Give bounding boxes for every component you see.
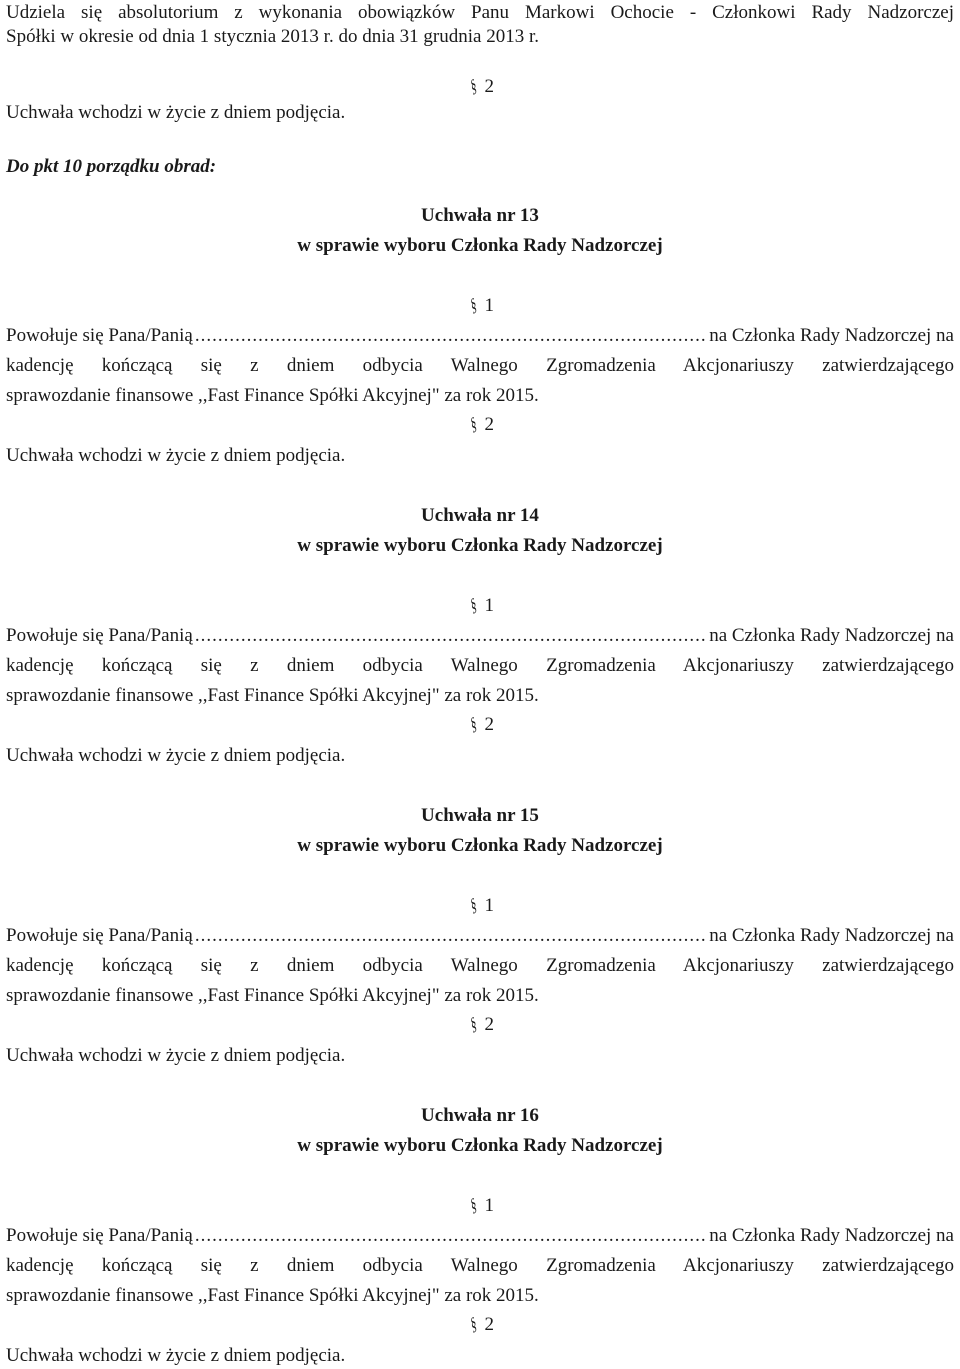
section-sign: § (469, 894, 478, 917)
term-line: kadencję kończącą się z dniem odbycia Walnego Zgromadzenia Akcjonariuszy zatwierdzającego (6, 955, 954, 976)
paragraph-1-sign (469, 1195, 494, 1217)
appointment-end: na Członka Rady Nadzorczej na (709, 625, 954, 646)
effective-clause: Uchwała wchodzi w życie z dniem podjęcia. (6, 1045, 346, 1066)
term-line: kadencję kończącą się z dniem odbycia Walnego Zgromadzenia Akcjonariuszy zatwierdzającego (6, 655, 954, 676)
section-sign: § (469, 1313, 478, 1336)
paragraph-2-sign (469, 414, 494, 436)
header-line-2: Spółki w okresie od dnia 1 stycznia 2013 r. do dnia 31 grudnia 2013 r. (6, 26, 539, 47)
paragraph-number: 2 (484, 414, 494, 435)
paragraph-1-sign (469, 295, 494, 317)
resolution-subtitle: w sprawie wyboru Członka Rady Nadzorczej (297, 835, 663, 856)
appointment-end: na Członka Rady Nadzorczej na (709, 1225, 954, 1246)
paragraph-number: 1 (484, 1195, 494, 1216)
term-line: kadencję kończącą się z dniem odbycia Walnego Zgromadzenia Akcjonariuszy zatwierdzającego (6, 355, 954, 376)
paragraph-number: 2 (484, 76, 494, 97)
appointment-line (6, 625, 954, 647)
appointment-end: na Członka Rady Nadzorczej na (709, 925, 954, 946)
term-line: kadencję kończącą się z dniem odbycia Walnego Zgromadzenia Akcjonariuszy zatwierdzającego (6, 1255, 954, 1276)
appointment-start: Powołuje się Pana/Panią (6, 925, 193, 946)
report-line: sprawozdanie finansowe ,,Fast Finance Spółki Akcyjnej" za rok 2015. (6, 385, 539, 406)
appointment-start: Powołuje się Pana/Panią (6, 325, 193, 346)
paragraph-1-sign (469, 595, 494, 617)
resolution-subtitle: w sprawie wyboru Członka Rady Nadzorczej (297, 1135, 663, 1156)
section-sign: § (469, 294, 478, 317)
resolution-subtitle: w sprawie wyboru Członka Rady Nadzorczej (297, 235, 663, 256)
header-line-1: Udziela się absolutorium z wykonania obowiązków Panu Markowi Ochocie - Członkowi Rady Nadzorczej (6, 2, 954, 23)
paragraph-2-sign (469, 714, 494, 736)
section-sign: § (469, 413, 478, 436)
resolution-title: Uchwała nr 16 (421, 1105, 539, 1126)
name-blank (195, 925, 707, 947)
name-blank (195, 1225, 707, 1247)
paragraph-2-sign (469, 1314, 494, 1336)
appointment-line (6, 1225, 954, 1247)
appointment-line (6, 925, 954, 947)
section-sign: § (469, 713, 478, 736)
appointment-end: na Członka Rady Nadzorczej na (709, 325, 954, 346)
name-blank (195, 625, 707, 647)
report-line: sprawozdanie finansowe ,,Fast Finance Spółki Akcyjnej" za rok 2015. (6, 685, 539, 706)
paragraph-number: 2 (484, 1314, 494, 1335)
section-sign: § (469, 75, 478, 98)
name-blank (195, 325, 707, 347)
resolution-title: Uchwała nr 14 (421, 505, 539, 526)
effective-clause: Uchwała wchodzi w życie z dniem podjęcia. (6, 1345, 346, 1366)
section-sign: § (469, 1194, 478, 1217)
agenda-heading: Do pkt 10 porządku obrad: (6, 156, 217, 177)
resolution-subtitle: w sprawie wyboru Członka Rady Nadzorczej (297, 535, 663, 556)
appointment-start: Powołuje się Pana/Panią (6, 625, 193, 646)
appointment-line (6, 325, 954, 347)
appointment-start: Powołuje się Pana/Panią (6, 1225, 193, 1246)
section-sign: § (469, 594, 478, 617)
paragraph-number: 1 (484, 295, 494, 316)
effective-clause: Uchwała wchodzi w życie z dniem podjęcia. (6, 102, 346, 123)
paragraph-2-sign (469, 76, 494, 98)
report-line: sprawozdanie finansowe ,,Fast Finance Spółki Akcyjnej" za rok 2015. (6, 1285, 539, 1306)
paragraph-number: 1 (484, 595, 494, 616)
paragraph-2-sign (469, 1014, 494, 1036)
effective-clause: Uchwała wchodzi w życie z dniem podjęcia. (6, 445, 346, 466)
report-line: sprawozdanie finansowe ,,Fast Finance Spółki Akcyjnej" za rok 2015. (6, 985, 539, 1006)
resolution-title: Uchwała nr 13 (421, 205, 539, 226)
paragraph-1-sign (469, 895, 494, 917)
paragraph-number: 2 (484, 714, 494, 735)
effective-clause: Uchwała wchodzi w życie z dniem podjęcia. (6, 745, 346, 766)
resolution-title: Uchwała nr 15 (421, 805, 539, 826)
section-sign: § (469, 1013, 478, 1036)
paragraph-number: 1 (484, 895, 494, 916)
paragraph-number: 2 (484, 1014, 494, 1035)
